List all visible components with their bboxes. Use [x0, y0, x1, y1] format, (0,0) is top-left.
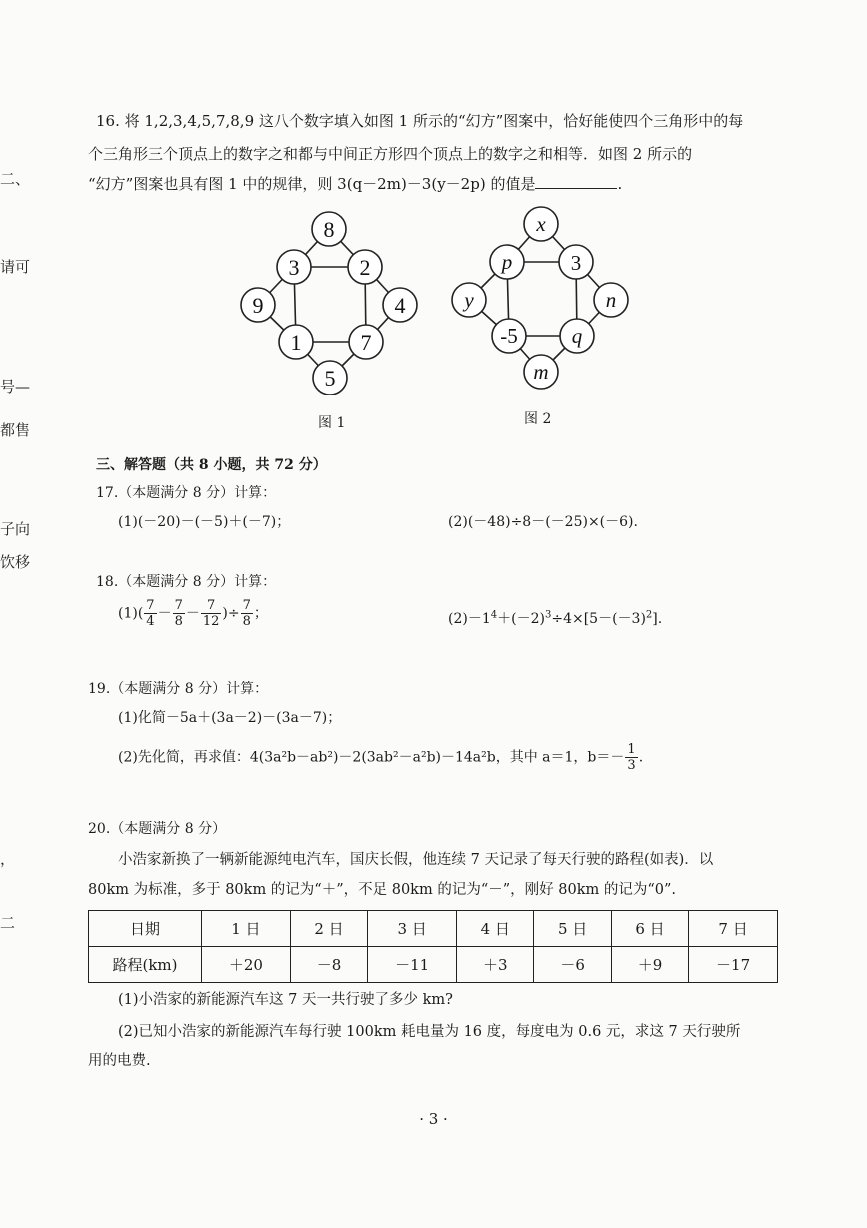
q19-part-2: [118, 742, 643, 773]
figure-2-caption: 图 2: [524, 411, 552, 427]
q19-part-1: (1)化简－5a＋(3a－2)－(3a－7)；: [118, 710, 342, 726]
expr: ＋(－2): [497, 611, 545, 627]
table-header-row: [89, 911, 778, 947]
margin-fragment: 请可: [0, 258, 31, 276]
table-header-cell: 5 日: [534, 911, 611, 947]
q16-line-3: [88, 173, 622, 194]
node-label: p: [501, 250, 513, 274]
q17-part-2: (2)(－48)÷8－(－25)×(－6).: [448, 514, 638, 530]
node-label: 1: [290, 330, 302, 355]
fraction: [625, 742, 637, 773]
node-label: 3: [570, 251, 582, 275]
table-cell: －6: [534, 947, 611, 983]
expr: ].: [652, 611, 663, 627]
margin-fragment: 二: [0, 914, 16, 932]
table-header-cell: 6 日: [611, 911, 688, 947]
q20-paragraph-2: 80km 为标准，多于 80km 的记为“＋”，不足 80km 的记为“－”，刚好 80km 的记为“0”.: [88, 882, 677, 898]
exponent: 4: [490, 609, 498, 621]
denominator: 8: [174, 614, 183, 629]
section-3-heading: 三、解答题（共 8 小题，共 72 分）: [96, 457, 327, 473]
node-label: y: [464, 288, 474, 312]
exponent: 2: [645, 609, 653, 621]
table-cell: －8: [290, 947, 367, 983]
table-header-cell: 3 日: [368, 911, 457, 947]
fraction: [201, 598, 222, 629]
q16-line-2: 个三角形三个顶点上的数字之和都与中间正方形四个顶点上的数字之和相等．如图 2 所示的: [88, 145, 693, 163]
node-label: 9: [252, 293, 264, 318]
q20-heading: 20.（本题满分 8 分）: [88, 821, 227, 837]
numerator: 7: [146, 598, 155, 613]
margin-fragment: 号—: [0, 378, 31, 396]
q18-p1-suffix: ；: [253, 605, 268, 622]
q18-p1-mid: )÷: [222, 605, 240, 622]
denominator: 8: [242, 614, 251, 629]
denominator: 12: [202, 614, 220, 629]
node-label: n: [605, 288, 617, 312]
magic-figure-1: [230, 205, 430, 395]
q16-line-3-text: “幻方”图案也具有图 1 中的规律，则 3(q－2m)－3(y－2p) 的值是: [88, 175, 536, 193]
numerator: 7: [174, 598, 183, 613]
table-header-cell: 日期: [89, 911, 202, 947]
numerator: 7: [201, 598, 222, 614]
q20-sub-2-line-1: (2)已知小浩家的新能源汽车每行驶 100km 耗电量为 16 度，每度电为 0.6 元，求这 7 天行驶所: [118, 1024, 741, 1040]
left-margin-fragments: [0, 0, 40, 1228]
expr: (2)－1: [448, 611, 491, 627]
fraction: [144, 598, 156, 629]
table-cell: 路程(km): [89, 947, 202, 983]
fraction: [241, 598, 253, 629]
table-header-cell: 2 日: [290, 911, 367, 947]
node-label: 8: [323, 217, 335, 242]
table-cell: －17: [689, 947, 778, 983]
q18-part-1: (1)( $\frac{7}{4}$ － $\frac{7}{8}$ － $\frac{7}{12}$ )÷ $\frac{7}{8}$ ；: [118, 598, 268, 629]
margin-fragment: 饮移: [0, 553, 31, 571]
q18-heading: 18.（本题满分 8 分）计算：: [96, 574, 277, 590]
q18-part-2: [448, 608, 662, 628]
margin-fragment: 子向: [0, 520, 31, 538]
margin-fragment: 都售: [0, 421, 31, 439]
table-cell: ＋3: [457, 947, 534, 983]
node-label: -5: [500, 324, 518, 348]
mileage-table: [88, 910, 778, 983]
q19-heading: 19.（本题满分 8 分）计算：: [88, 681, 269, 697]
q20-sub-1: (1)小浩家的新能源汽车这 7 天一共行驶了多少 km?: [118, 992, 453, 1008]
q17-heading: 17.（本题满分 8 分）计算：: [96, 485, 277, 501]
q20-sub-2-line-2: 用的电费.: [88, 1053, 151, 1069]
fraction: [173, 598, 185, 629]
node-label: 2: [359, 255, 371, 280]
table-cell: －11: [368, 947, 457, 983]
q19-p2-end: .: [638, 749, 644, 766]
expr: ÷4×[5－(－3): [551, 611, 646, 627]
numerator: 1: [627, 742, 636, 757]
figure-1-caption: 图 1: [318, 415, 346, 431]
table-header-cell: 1 日: [202, 911, 291, 947]
q19-p2-text: (2)先化简，再求值：4(3a²b－ab²)－2(3ab²－a²b)－14a²b，其中 a＝1，b＝－: [118, 749, 625, 766]
node-label: 3: [288, 255, 300, 280]
numerator: 7: [242, 598, 251, 613]
q16-line-1: 16. 将 1,2,3,4,5,7,8,9 这八个数字填入如图 1 所示的“幻方”图案中，恰好能使四个三角形中的每: [96, 112, 744, 130]
node-label: 7: [360, 330, 372, 355]
table-row: [89, 947, 778, 983]
margin-fragment: ，: [0, 850, 16, 868]
answer-blank[interactable]: [535, 174, 617, 189]
node-label: m: [533, 360, 549, 384]
table-header-cell: 7 日: [689, 911, 778, 947]
table-cell: ＋20: [202, 947, 291, 983]
node-label: x: [536, 212, 546, 236]
node-label: q: [571, 324, 583, 348]
q18-p1-prefix: (1)(: [118, 605, 144, 622]
denominator: 3: [627, 758, 636, 773]
table-header-cell: 4 日: [457, 911, 534, 947]
table-cell: ＋9: [611, 947, 688, 983]
page-number: · 3 ·: [419, 1110, 448, 1128]
q17-part-1: (1)(－20)－(－5)＋(－7)；: [118, 514, 291, 530]
q20-paragraph-1: 小浩家新换了一辆新能源纯电汽车，国庆长假，他连续 7 天记录了每天行驶的路程(如表)．以: [118, 852, 714, 868]
margin-fragment: 二、: [0, 170, 31, 188]
node-label: 4: [394, 293, 406, 318]
q16-line-3-end: .: [617, 175, 623, 193]
denominator: 4: [146, 614, 155, 629]
magic-figure-2: [445, 200, 645, 395]
node-label: 5: [324, 366, 336, 391]
exponent: 3: [544, 609, 552, 621]
